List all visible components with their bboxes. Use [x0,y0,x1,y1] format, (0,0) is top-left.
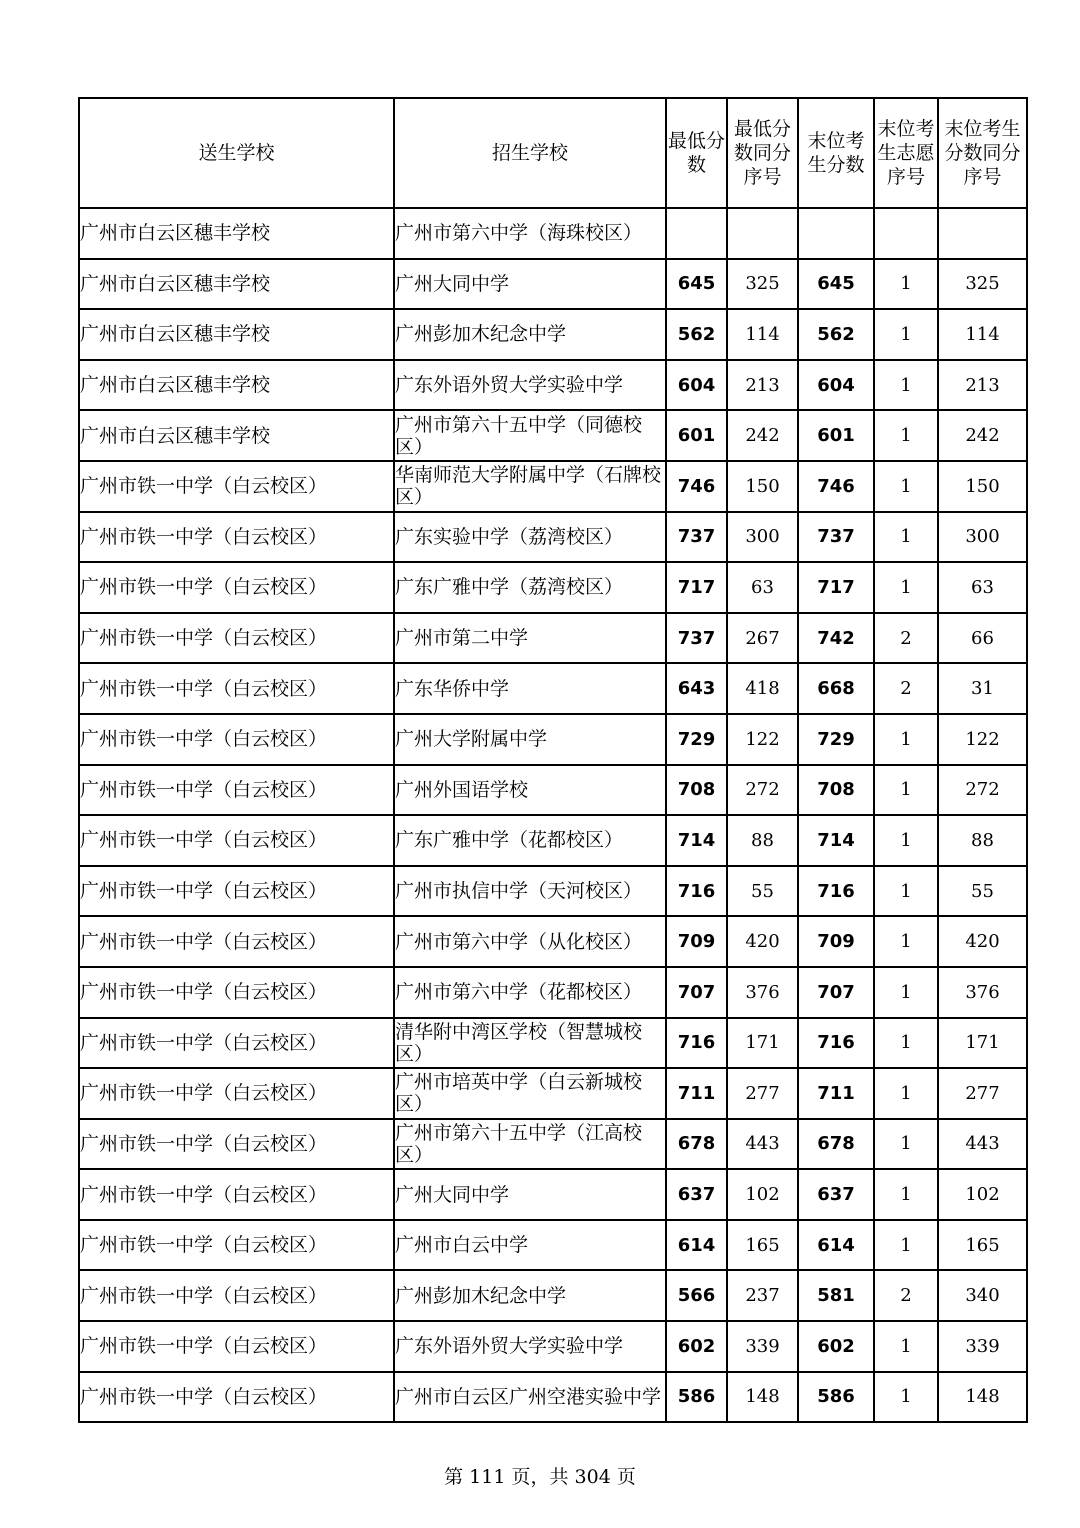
last-score-cell: 711 [798,1068,874,1119]
min-score-cell: 637 [666,1169,727,1220]
last-choice-cell: 1 [874,765,938,816]
last-score-rank-cell: 339 [938,1321,1027,1372]
min-score-rank-cell: 88 [727,815,798,866]
sending-school-cell: 广州市铁一中学（白云校区） [79,562,394,613]
header-last-choice: 末位考生志愿序号 [874,98,938,208]
table-header-row [79,98,1027,208]
min-score-cell: 643 [666,663,727,714]
last-score-rank-cell: 55 [938,866,1027,917]
sending-school-cell: 广州市铁一中学（白云校区） [79,1270,394,1321]
table-row [79,1018,1027,1069]
last-score-rank-cell: 171 [938,1018,1027,1069]
header-last-score-rank: 末位考生分数同分序号 [938,98,1027,208]
last-choice-cell: 1 [874,1372,938,1423]
sending-school-cell: 广州市铁一中学（白云校区） [79,1372,394,1423]
last-score-cell: 581 [798,1270,874,1321]
min-score-rank-cell [727,208,798,259]
last-choice-cell: 1 [874,309,938,360]
min-score-rank-cell: 443 [727,1119,798,1170]
last-score-rank-cell: 272 [938,765,1027,816]
min-score-cell: 716 [666,866,727,917]
last-choice-cell: 1 [874,1321,938,1372]
last-score-cell: 707 [798,967,874,1018]
admitting-school-cell: 广东外语外贸大学实验中学 [394,360,666,411]
admitting-school-cell: 广州市第二中学 [394,613,666,664]
last-score-cell: 716 [798,866,874,917]
admitting-school-cell: 广州大同中学 [394,259,666,310]
admitting-school-cell: 广州市白云中学 [394,1220,666,1271]
last-score-rank-cell: 122 [938,714,1027,765]
min-score-cell: 562 [666,309,727,360]
admitting-school-cell: 广州市第六十五中学（同德校区） [394,410,666,461]
sending-school-cell: 广州市铁一中学（白云校区） [79,461,394,512]
last-choice-cell: 1 [874,1220,938,1271]
admitting-school-cell: 广东广雅中学（荔湾校区） [394,562,666,613]
sending-school-cell: 广州市铁一中学（白云校区） [79,613,394,664]
min-score-rank-cell: 55 [727,866,798,917]
min-score-cell: 586 [666,1372,727,1423]
min-score-rank-cell: 325 [727,259,798,310]
min-score-rank-cell: 102 [727,1169,798,1220]
table-row [79,967,1027,1018]
last-score-cell: 562 [798,309,874,360]
min-score-rank-cell: 171 [727,1018,798,1069]
min-score-cell: 737 [666,613,727,664]
sending-school-cell: 广州市铁一中学（白云校区） [79,815,394,866]
last-choice-cell: 1 [874,1018,938,1069]
table-row [79,663,1027,714]
min-score-rank-cell: 122 [727,714,798,765]
min-score-cell: 746 [666,461,727,512]
min-score-cell: 566 [666,1270,727,1321]
sending-school-cell: 广州市白云区穗丰学校 [79,309,394,360]
admitting-school-cell: 广州彭加木纪念中学 [394,1270,666,1321]
table-row [79,916,1027,967]
last-score-rank-cell: 31 [938,663,1027,714]
last-choice-cell: 1 [874,562,938,613]
last-score-cell: 678 [798,1119,874,1170]
min-score-cell: 645 [666,259,727,310]
table-row [79,1372,1027,1423]
min-score-cell: 711 [666,1068,727,1119]
min-score-rank-cell: 114 [727,309,798,360]
min-score-cell: 729 [666,714,727,765]
table-row [79,461,1027,512]
last-score-rank-cell: 114 [938,309,1027,360]
sending-school-cell: 广州市铁一中学（白云校区） [79,866,394,917]
min-score-rank-cell: 376 [727,967,798,1018]
last-score-rank-cell: 165 [938,1220,1027,1271]
min-score-cell: 614 [666,1220,727,1271]
last-score-rank-cell: 420 [938,916,1027,967]
last-choice-cell: 1 [874,1068,938,1119]
table-row [79,1068,1027,1119]
last-score-cell: 602 [798,1321,874,1372]
last-score-rank-cell: 148 [938,1372,1027,1423]
last-score-rank-cell: 376 [938,967,1027,1018]
last-choice-cell [874,208,938,259]
last-score-rank-cell: 213 [938,360,1027,411]
last-score-rank-cell: 277 [938,1068,1027,1119]
last-score-rank-cell: 66 [938,613,1027,664]
admitting-school-cell: 广东实验中学（荔湾校区） [394,512,666,563]
admitting-school-cell: 广州市第六中学（从化校区） [394,916,666,967]
last-score-rank-cell: 443 [938,1119,1027,1170]
admitting-school-cell: 广州市第六中学（海珠校区） [394,208,666,259]
table-row [79,1169,1027,1220]
page-footer: 第 111 页，共 304 页 [444,1466,636,1488]
last-choice-cell: 1 [874,461,938,512]
last-score-cell: 601 [798,410,874,461]
table-row [79,613,1027,664]
last-score-rank-cell: 63 [938,562,1027,613]
last-choice-cell: 1 [874,259,938,310]
admitting-school-cell: 广东外语外贸大学实验中学 [394,1321,666,1372]
sending-school-cell: 广州市白云区穗丰学校 [79,360,394,411]
header-min-score-rank: 最低分数同分序号 [727,98,798,208]
table-row [79,410,1027,461]
table-row [79,714,1027,765]
sending-school-cell: 广州市铁一中学（白云校区） [79,1220,394,1271]
sending-school-cell: 广州市铁一中学（白云校区） [79,1018,394,1069]
sending-school-cell: 广州市铁一中学（白云校区） [79,714,394,765]
sending-school-cell: 广州市铁一中学（白云校区） [79,1068,394,1119]
last-score-cell: 717 [798,562,874,613]
table-row [79,866,1027,917]
last-choice-cell: 1 [874,815,938,866]
min-score-cell: 602 [666,1321,727,1372]
table-row [79,1220,1027,1271]
table-row [79,1270,1027,1321]
last-score-rank-cell: 88 [938,815,1027,866]
admitting-school-cell: 广州市执信中学（天河校区） [394,866,666,917]
last-choice-cell: 1 [874,512,938,563]
header-min-score: 最低分数 [666,98,727,208]
admitting-school-cell: 广州市第六十五中学（江高校区） [394,1119,666,1170]
last-score-cell: 586 [798,1372,874,1423]
header-last-score: 末位考生分数 [798,98,874,208]
last-score-cell: 716 [798,1018,874,1069]
min-score-rank-cell: 267 [727,613,798,664]
last-score-cell: 737 [798,512,874,563]
min-score-cell [666,208,727,259]
admitting-school-cell: 华南师范大学附属中学（石牌校区） [394,461,666,512]
min-score-rank-cell: 242 [727,410,798,461]
last-choice-cell: 1 [874,1119,938,1170]
table-row [79,259,1027,310]
admitting-school-cell: 广州外国语学校 [394,765,666,816]
last-score-cell: 709 [798,916,874,967]
sending-school-cell: 广州市铁一中学（白云校区） [79,1321,394,1372]
last-score-rank-cell: 150 [938,461,1027,512]
admitting-school-cell: 广州大学附属中学 [394,714,666,765]
min-score-cell: 716 [666,1018,727,1069]
table-row [79,1321,1027,1372]
last-choice-cell: 1 [874,714,938,765]
sending-school-cell: 广州市白云区穗丰学校 [79,208,394,259]
min-score-rank-cell: 339 [727,1321,798,1372]
last-score-rank-cell: 102 [938,1169,1027,1220]
last-score-cell: 637 [798,1169,874,1220]
sending-school-cell: 广州市铁一中学（白云校区） [79,1169,394,1220]
min-score-rank-cell: 165 [727,1220,798,1271]
min-score-rank-cell: 277 [727,1068,798,1119]
last-score-rank-cell: 325 [938,259,1027,310]
min-score-rank-cell: 148 [727,1372,798,1423]
sending-school-cell: 广州市铁一中学（白云校区） [79,765,394,816]
admitting-school-cell: 广州彭加木纪念中学 [394,309,666,360]
sending-school-cell: 广州市白云区穗丰学校 [79,259,394,310]
min-score-cell: 678 [666,1119,727,1170]
min-score-rank-cell: 418 [727,663,798,714]
sending-school-cell: 广州市铁一中学（白云校区） [79,967,394,1018]
admitting-school-cell: 广州市第六中学（花都校区） [394,967,666,1018]
min-score-rank-cell: 237 [727,1270,798,1321]
admitting-school-cell: 广州市白云区广州空港实验中学 [394,1372,666,1423]
min-score-cell: 717 [666,562,727,613]
header-sending-school: 送生学校 [79,98,394,208]
table-row [79,360,1027,411]
last-score-rank-cell [938,208,1027,259]
last-choice-cell: 1 [874,967,938,1018]
last-choice-cell: 1 [874,866,938,917]
last-choice-cell: 1 [874,360,938,411]
admitting-school-cell: 广东广雅中学（花都校区） [394,815,666,866]
min-score-rank-cell: 272 [727,765,798,816]
table-row [79,208,1027,259]
min-score-rank-cell: 63 [727,562,798,613]
min-score-cell: 604 [666,360,727,411]
admitting-school-cell: 广东华侨中学 [394,663,666,714]
min-score-rank-cell: 150 [727,461,798,512]
last-choice-cell: 2 [874,1270,938,1321]
last-score-cell: 746 [798,461,874,512]
min-score-cell: 601 [666,410,727,461]
last-score-cell: 668 [798,663,874,714]
min-score-cell: 737 [666,512,727,563]
last-score-cell: 645 [798,259,874,310]
min-score-cell: 708 [666,765,727,816]
table-row [79,309,1027,360]
header-admitting-school: 招生学校 [394,98,666,208]
sending-school-cell: 广州市铁一中学（白云校区） [79,512,394,563]
last-choice-cell: 1 [874,916,938,967]
sending-school-cell: 广州市铁一中学（白云校区） [79,663,394,714]
last-choice-cell: 2 [874,613,938,664]
table-row [79,1119,1027,1170]
table-row [79,512,1027,563]
last-score-rank-cell: 242 [938,410,1027,461]
last-score-rank-cell: 340 [938,1270,1027,1321]
min-score-rank-cell: 213 [727,360,798,411]
admitting-school-cell: 广州大同中学 [394,1169,666,1220]
min-score-cell: 709 [666,916,727,967]
last-score-cell: 729 [798,714,874,765]
last-score-cell: 614 [798,1220,874,1271]
last-score-cell [798,208,874,259]
sending-school-cell: 广州市铁一中学（白云校区） [79,916,394,967]
min-score-rank-cell: 420 [727,916,798,967]
table-row [79,765,1027,816]
last-score-cell: 604 [798,360,874,411]
table-row [79,815,1027,866]
score-table [78,97,1028,1423]
sending-school-cell: 广州市白云区穗丰学校 [79,410,394,461]
last-score-cell: 708 [798,765,874,816]
min-score-cell: 707 [666,967,727,1018]
min-score-rank-cell: 300 [727,512,798,563]
last-score-rank-cell: 300 [938,512,1027,563]
last-score-cell: 714 [798,815,874,866]
admitting-school-cell: 清华附中湾区学校（智慧城校区） [394,1018,666,1069]
last-choice-cell: 1 [874,1169,938,1220]
admitting-school-cell: 广州市培英中学（白云新城校区） [394,1068,666,1119]
last-choice-cell: 1 [874,410,938,461]
table-row [79,562,1027,613]
min-score-cell: 714 [666,815,727,866]
last-score-cell: 742 [798,613,874,664]
sending-school-cell: 广州市铁一中学（白云校区） [79,1119,394,1170]
last-choice-cell: 2 [874,663,938,714]
